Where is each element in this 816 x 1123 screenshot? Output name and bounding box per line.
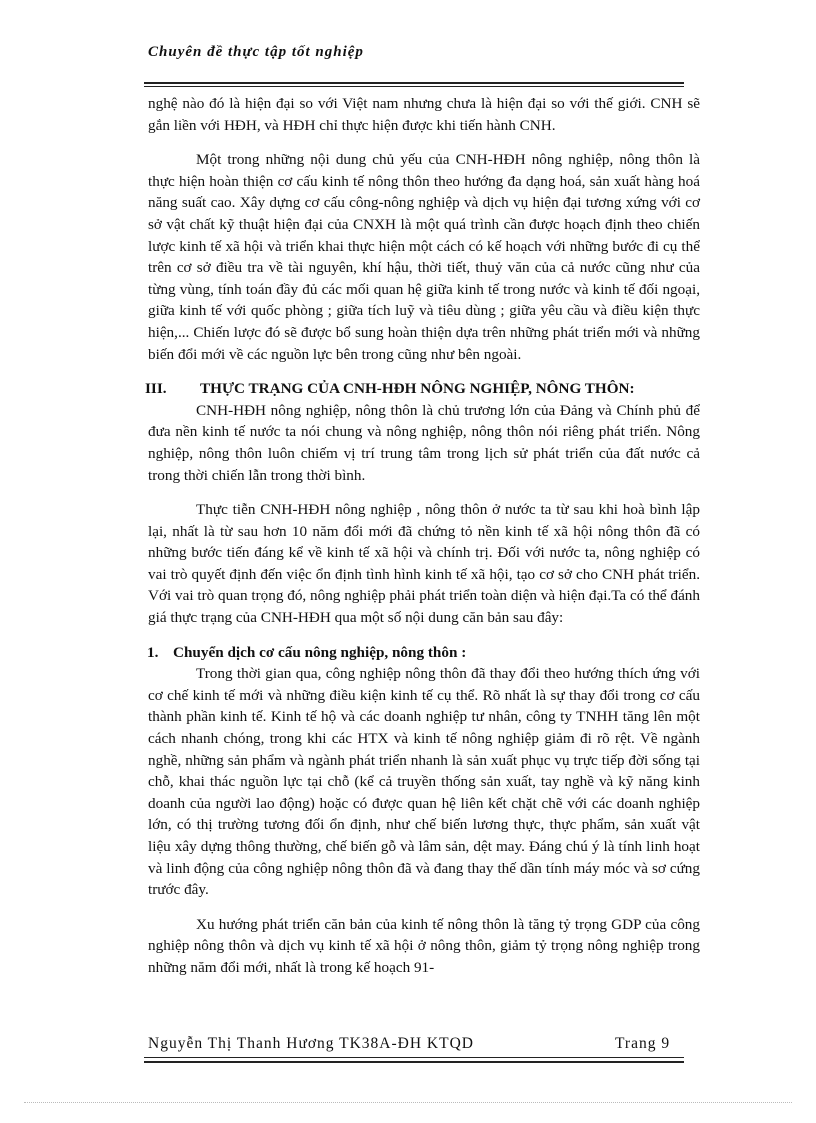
page-number: Trang 9 — [615, 1035, 671, 1052]
paragraph: nghệ nào đó là hiện đại so với Việt nam nhưng chưa là hiện đại so với thế giới. CNH sẽ gắn liền với HĐH, và HĐH chỉ thực hiện được khi tiến hành CNH. — [148, 95, 700, 134]
paragraph: Xu hướng phát triển căn bản của kinh tế nông thôn là tăng tỷ trọng GDP của công nghiệp nông thôn và dịch vụ kinh tế xã hội ở nông thôn, giảm tỷ trọng nông nghiệp trong những năm đổi mới, nhất là trong kế hoạch 91- — [148, 915, 700, 976]
footer-rule-thick — [144, 1061, 684, 1063]
subsection-number: 1. — [147, 643, 159, 661]
header-rule-thin — [144, 86, 684, 87]
header-rule — [144, 82, 684, 84]
section-title: THỰC TRẠNG CỦA CNH-HĐH NÔNG NGHIỆP, NÔNG THÔN: — [200, 380, 635, 398]
page-bottom-edge — [24, 1102, 792, 1103]
subsection-title: Chuyển dịch cơ cấu nông nghiệp, nông thôn : — [173, 643, 467, 661]
page-header-title: Chuyên đề thực tập tốt nghiệp — [148, 44, 364, 60]
subsection-heading — [147, 642, 700, 664]
section-number: III. — [145, 380, 167, 398]
footer-rule — [144, 1057, 684, 1058]
paragraph: Một trong những nội dung chủ yếu của CNH-HĐH nông nghiệp, nông thôn là thực hiện hoàn thiện cơ cấu kinh tế nông thôn theo hướng đa dạng hoá, sản xuất hàng hoá năng suất cao. Xây dựng cơ cấu công-nông nghiệp và dịch vụ hiện đại tương xứng với cơ sở vật chất kỹ thuật hiện đại của CNXH là một quá trình cần được hoạch định theo chiến lược kinh tế xã hội và triển khai thực hiện một cách có kế hoạch với những bước đi cụ thể trên cơ sở điều tra về tài nguyên, khí hậu, thời tiết, thuỷ văn của cả nước cũng như của từng vùng, tính toán đầy đủ các mối quan hệ giữa kinh tế trong nước và kinh tế đối ngoại, giữa kinh tế với quốc phòng ; giữa tích luỹ và tiêu dùng ; giữa yêu cầu và điều kiện thực hiện,... Chiến lược đó sẽ được bổ sung hoàn thiện dựa trên những phát triển mới và những biến đổi mới về các nguồn lực bên trong cũng như bên ngoài. — [148, 151, 700, 363]
section-heading — [145, 378, 700, 400]
footer-author: Nguyễn Thị Thanh Hương TK38A-ĐH KTQD — [148, 1035, 474, 1052]
paragraph: Trong thời gian qua, công nghiệp nông thôn đã thay đổi theo hướng thích ứng với cơ chế kinh tế mới và những điều kiện kinh tế cụ thể. Rõ nhất là sự thay đổi trong cơ cấu thành phần kinh tế. Kinh tế hộ và các doanh nghiệp tư nhân, công ty TNHH tăng lên một cách nhanh chóng, trong khi các HTX và kinh tế nông nghiệp giảm đi rõ rệt. Về ngành nghề, những sản phẩm và ngành phát triển nhanh là sản xuất phục vụ trực tiếp đời sống tại chỗ, khai thác nguồn lực tại chỗ (kể cả truyền thống sản xuất, tay nghề và kỹ năng kinh doanh của người lao động) hoặc có được quan hệ liên kết chặt chẽ với các doanh nghiệp lớn, có thị trường tương đối ổn định, như chế biến lương thực, thực phẩm, sản xuất vật liệu xây dựng thông thường, chế biến gỗ và lâm sản, dệt may. Đáng chú ý là tính linh hoạt và linh động của công nghiệp nông thôn đã và đang thay thế dần tính máy móc và sơ cứng trước đây. — [148, 665, 700, 899]
page-body — [145, 93, 700, 992]
paragraph: CNH-HĐH nông nghiệp, nông thôn là chủ trương lớn của Đảng và Chính phủ để đưa nền kinh tế nước ta nói chung và nông nghiệp, nông thôn nói riêng phát triển. Nông nghiệp, nông thôn luôn chiếm vị trí trung tâm trong lịch sử phát triển của đất nước cả trong thời chiến lẫn trong thời bình. — [148, 401, 700, 484]
paragraph: Thực tiễn CNH-HĐH nông nghiệp , nông thôn ở nước ta từ sau khi hoà bình lập lại, nhất là từ sau hơn 10 năm đổi mới đã chứng tỏ nền kinh tế xã hội nông thôn đã có những bước tiến đáng kể về kinh tế xã hội và chính trị. Đối với nước ta, nông nghiệp có vai trò quyết định đến việc ổn định tình hình kinh tế xã hội, tạo cơ sở cho CNH phát triển. Với vai trò quan trọng đó, nông nghiệp phải phát triển toàn diện và hiện đại.Ta có thể đánh giá thực trạng của CNH-HĐH qua một số nội dung căn bản sau đây: — [148, 501, 700, 627]
